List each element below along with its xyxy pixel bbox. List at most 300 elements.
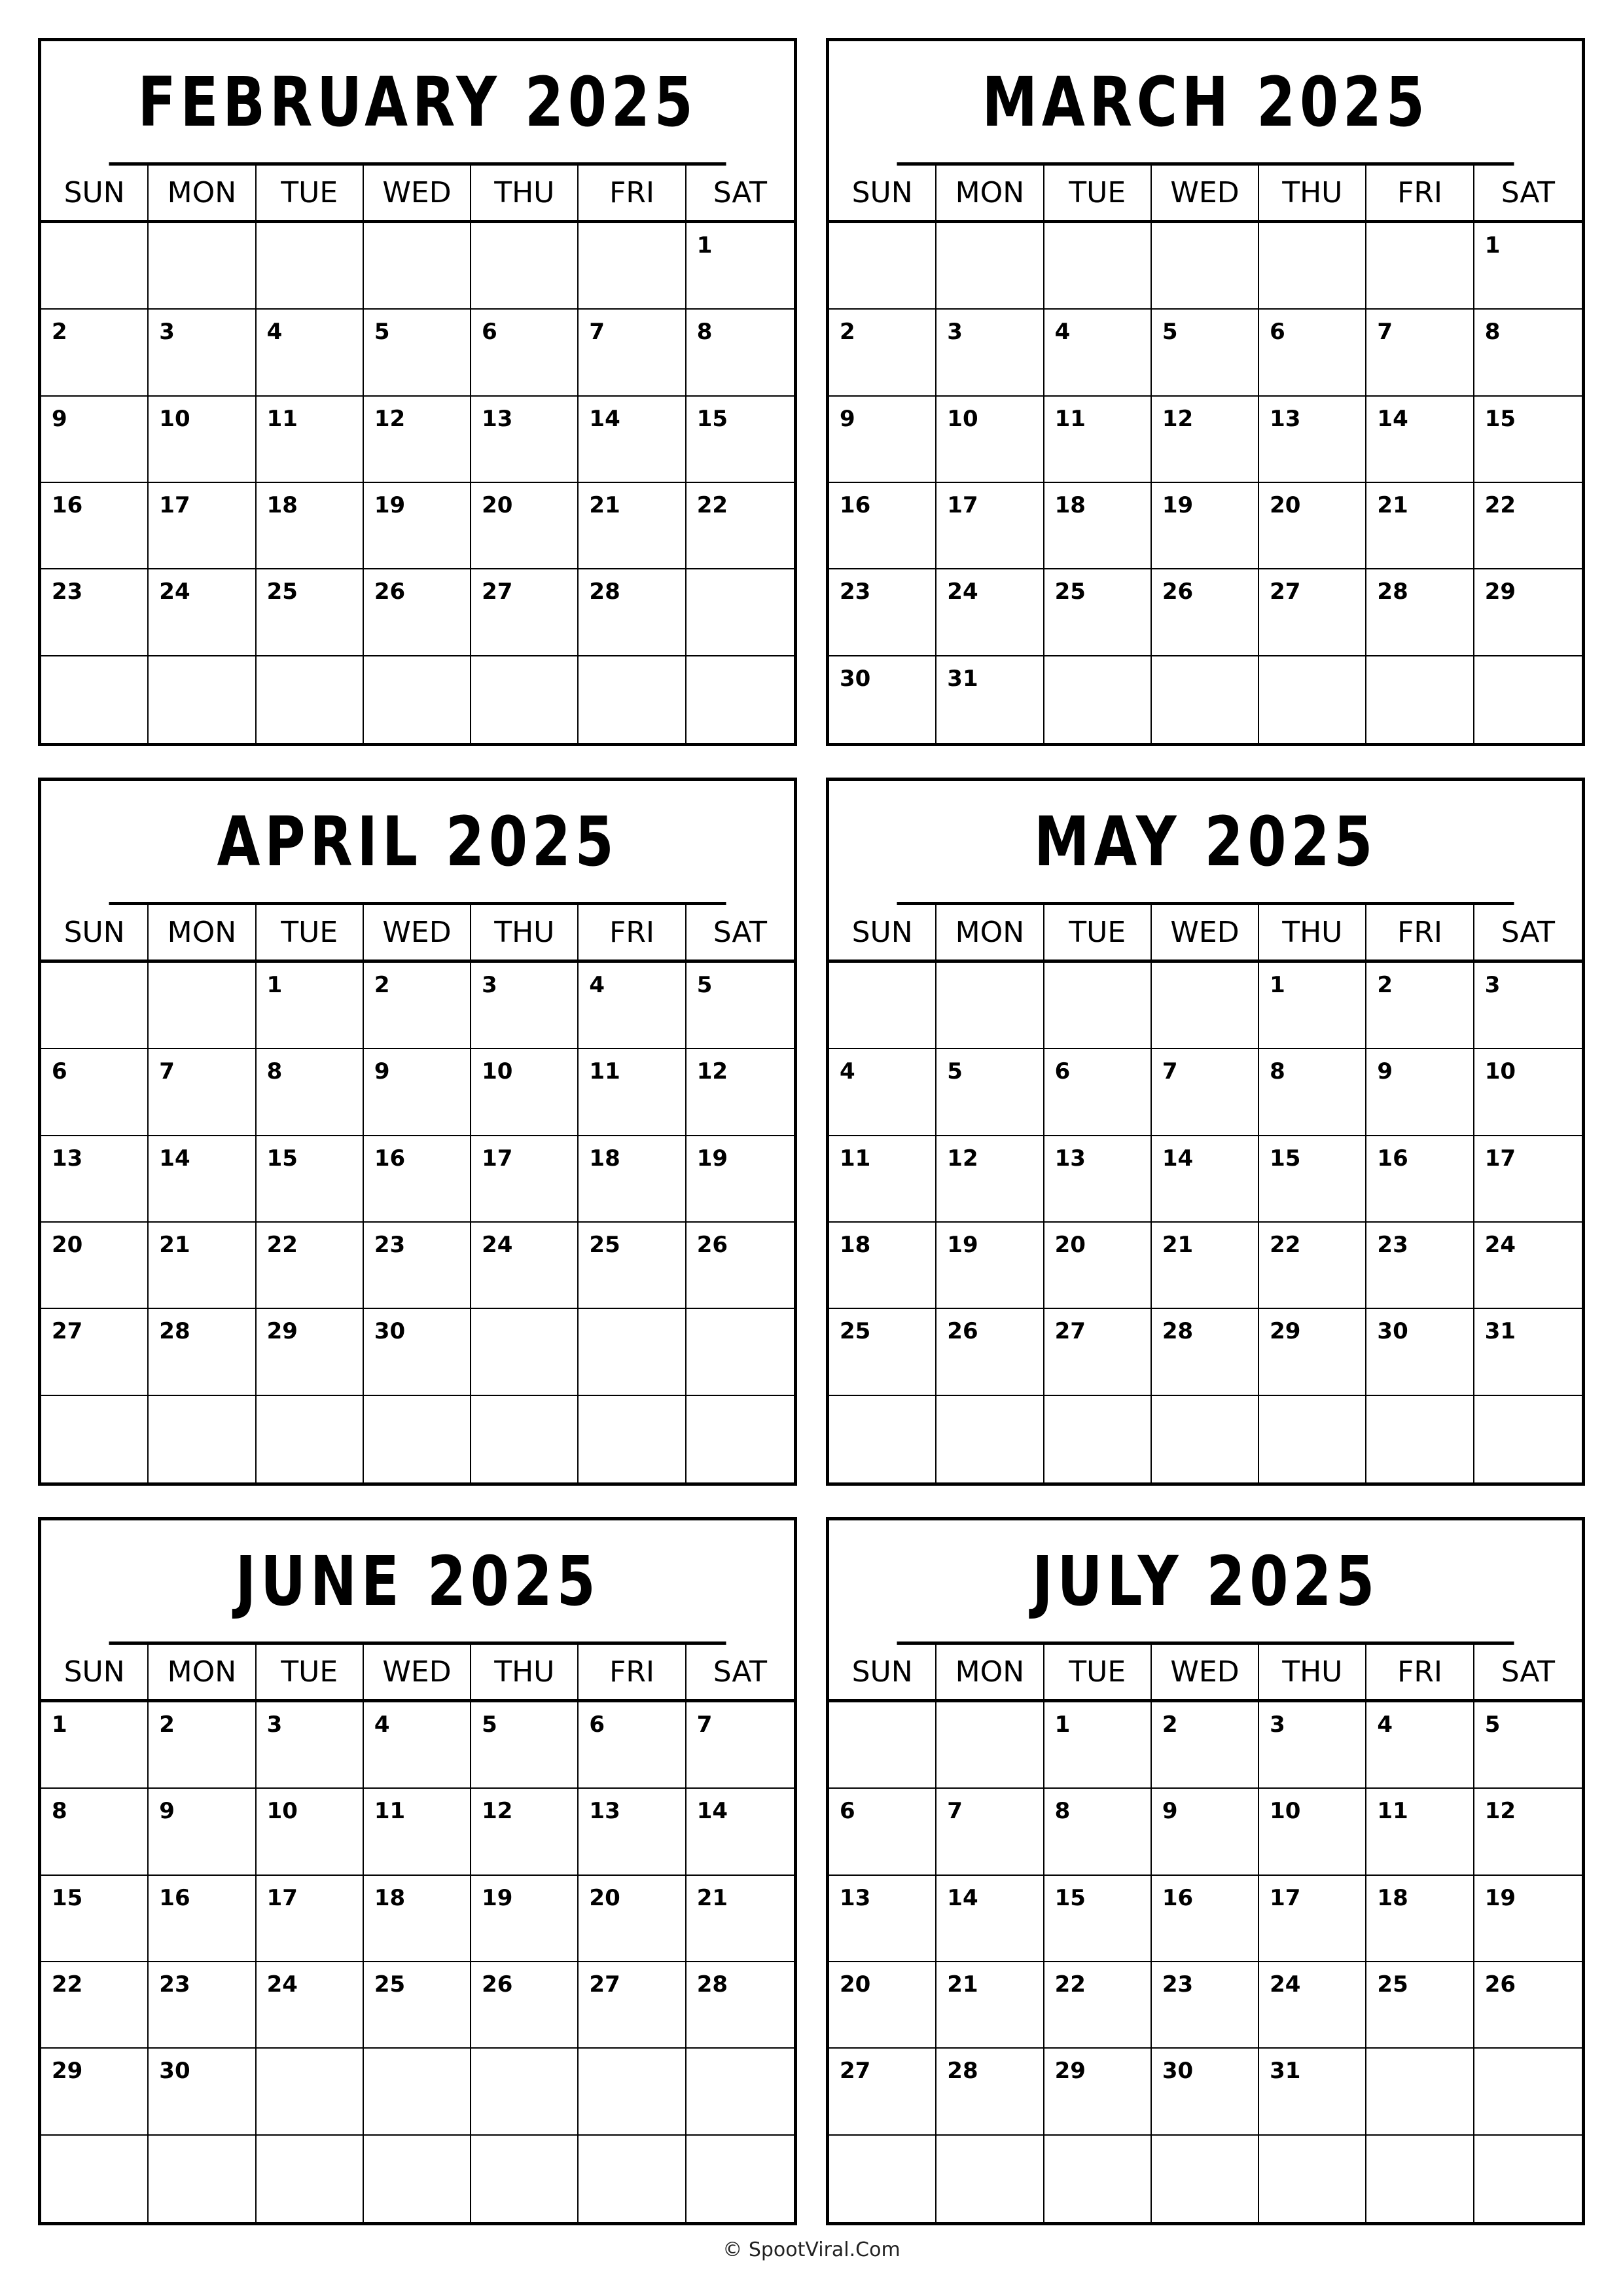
weekday-label: TUE <box>257 166 364 220</box>
day-cell: 26 <box>364 569 471 656</box>
empty-cell <box>936 223 1044 310</box>
day-cell: 23 <box>149 1962 256 2049</box>
footer-credit: © SpootViral.Com <box>722 2238 901 2261</box>
weekday-label: WED <box>364 905 471 960</box>
day-cell: 1 <box>1044 1702 1152 1789</box>
day-cell: 22 <box>1044 1962 1152 2049</box>
day-cell: 18 <box>1044 483 1152 569</box>
day-cell: 7 <box>1366 310 1474 396</box>
weekday-label: SAT <box>1501 1655 1555 1689</box>
day-cell: 8 <box>687 310 794 396</box>
day-cell: 21 <box>579 483 686 569</box>
empty-cell <box>257 656 364 743</box>
day-cell: 20 <box>1259 483 1366 569</box>
day-cell: 27 <box>829 2049 936 2135</box>
day-cell: 15 <box>257 1136 364 1223</box>
month-title: JULY 2025 <box>897 1520 1514 1645</box>
day-cell: 17 <box>257 1876 364 1962</box>
empty-cell <box>471 1309 579 1395</box>
empty-cell <box>149 223 256 310</box>
day-grid <box>41 223 794 743</box>
day-cell: 28 <box>579 569 686 656</box>
day-cell: 8 <box>1259 1049 1366 1136</box>
day-cell: 27 <box>1259 569 1366 656</box>
day-cell: 27 <box>41 1309 149 1395</box>
day-cell: 28 <box>936 2049 1044 2135</box>
day-cell: 23 <box>1152 1962 1259 2049</box>
weekday-label: MON <box>149 166 256 220</box>
weekday-label: THU <box>471 1645 579 1699</box>
day-cell: 28 <box>1152 1309 1259 1395</box>
day-cell: 11 <box>1044 397 1152 483</box>
day-cell: 15 <box>1259 1136 1366 1223</box>
weekday-label: SAT <box>1501 916 1555 949</box>
day-cell: 6 <box>41 1049 149 1136</box>
weekday-label: TUE <box>1044 905 1152 960</box>
day-cell: 2 <box>1366 963 1474 1049</box>
day-cell: 7 <box>149 1049 256 1136</box>
day-cell: 7 <box>936 1789 1044 1875</box>
day-cell: 5 <box>1152 310 1259 396</box>
day-cell: 29 <box>1474 569 1582 656</box>
day-grid <box>829 963 1582 1482</box>
day-cell: 18 <box>1366 1876 1474 1962</box>
day-cell: 21 <box>936 1962 1044 2049</box>
empty-cell <box>687 2136 794 2222</box>
weekday-label: SUN <box>41 166 149 220</box>
weekday-label: WED <box>1152 1645 1259 1699</box>
day-grid <box>829 1702 1582 2222</box>
day-cell: 19 <box>1152 483 1259 569</box>
day-cell: 1 <box>257 963 364 1049</box>
day-cell: 11 <box>257 397 364 483</box>
day-cell: 28 <box>1366 569 1474 656</box>
month-calendar <box>826 1517 1585 2225</box>
weekday-label: SAT <box>713 916 767 949</box>
day-cell: 25 <box>579 1223 686 1309</box>
day-cell: 3 <box>1474 963 1582 1049</box>
empty-cell <box>1474 656 1582 743</box>
empty-cell <box>471 223 579 310</box>
empty-cell <box>687 1396 794 1482</box>
month-title: JUNE 2025 <box>109 1520 726 1645</box>
day-cell: 22 <box>41 1962 149 2049</box>
day-cell: 23 <box>364 1223 471 1309</box>
month-title: APRIL 2025 <box>109 781 726 905</box>
day-cell: 9 <box>1366 1049 1474 1136</box>
day-cell: 13 <box>829 1876 936 1962</box>
day-cell: 26 <box>1152 569 1259 656</box>
empty-cell <box>829 1396 936 1482</box>
empty-cell <box>687 656 794 743</box>
month-calendar <box>826 38 1585 746</box>
weekday-label: FRI <box>579 166 686 220</box>
empty-cell <box>1259 2136 1366 2222</box>
weekday-label: MON <box>149 1645 256 1699</box>
day-cell: 1 <box>1259 963 1366 1049</box>
day-cell: 10 <box>149 397 256 483</box>
day-cell: 2 <box>829 310 936 396</box>
empty-cell <box>149 963 256 1049</box>
day-cell: 5 <box>1474 1702 1582 1789</box>
weekday-label: TUE <box>1044 166 1152 220</box>
empty-cell <box>1474 1396 1582 1482</box>
weekday-label: SAT <box>713 1655 767 1689</box>
day-cell: 28 <box>149 1309 256 1395</box>
weekday-label: FRI <box>1366 166 1474 220</box>
day-cell: 19 <box>687 1136 794 1223</box>
weekday-header <box>41 1645 794 1702</box>
empty-cell <box>257 2136 364 2222</box>
day-cell: 19 <box>364 483 471 569</box>
day-cell: 25 <box>1366 1962 1474 2049</box>
weekday-label: WED <box>364 1645 471 1699</box>
weekday-label: FRI <box>1366 1645 1474 1699</box>
day-cell: 7 <box>579 310 686 396</box>
empty-cell <box>1044 223 1152 310</box>
day-cell: 26 <box>1474 1962 1582 2049</box>
weekday-label: FRI <box>1366 905 1474 960</box>
empty-cell <box>1152 656 1259 743</box>
empty-cell <box>1044 963 1152 1049</box>
day-cell: 25 <box>257 569 364 656</box>
weekday-label: SUN <box>829 166 936 220</box>
empty-cell <box>579 1309 686 1395</box>
day-cell: 20 <box>579 1876 686 1962</box>
day-cell: 4 <box>257 310 364 396</box>
day-cell: 17 <box>149 483 256 569</box>
empty-cell <box>1366 2049 1474 2135</box>
day-cell: 24 <box>1474 1223 1582 1309</box>
month-title: MARCH 2025 <box>897 41 1514 166</box>
empty-cell <box>41 223 149 310</box>
day-cell: 16 <box>1152 1876 1259 1962</box>
day-cell: 5 <box>687 963 794 1049</box>
weekday-header <box>829 1645 1582 1702</box>
weekday-label: THU <box>471 166 579 220</box>
day-cell: 12 <box>687 1049 794 1136</box>
day-cell: 10 <box>1474 1049 1582 1136</box>
day-cell: 18 <box>257 483 364 569</box>
day-cell: 20 <box>829 1962 936 2049</box>
day-cell: 15 <box>1474 397 1582 483</box>
day-cell: 14 <box>687 1789 794 1875</box>
day-cell: 29 <box>257 1309 364 1395</box>
day-cell: 19 <box>936 1223 1044 1309</box>
empty-cell <box>41 656 149 743</box>
empty-cell <box>936 1396 1044 1482</box>
empty-cell <box>936 963 1044 1049</box>
day-cell: 18 <box>364 1876 471 1962</box>
day-cell: 21 <box>1152 1223 1259 1309</box>
day-cell: 14 <box>936 1876 1044 1962</box>
day-cell: 30 <box>829 656 936 743</box>
empty-cell <box>1366 223 1474 310</box>
day-cell: 11 <box>829 1136 936 1223</box>
day-cell: 1 <box>41 1702 149 1789</box>
day-cell: 16 <box>149 1876 256 1962</box>
day-cell: 12 <box>936 1136 1044 1223</box>
day-cell: 2 <box>1152 1702 1259 1789</box>
day-cell: 6 <box>471 310 579 396</box>
day-cell: 25 <box>829 1309 936 1395</box>
day-cell: 3 <box>257 1702 364 1789</box>
day-cell: 15 <box>41 1876 149 1962</box>
day-cell: 16 <box>829 483 936 569</box>
weekday-label: TUE <box>257 1645 364 1699</box>
day-cell: 1 <box>1474 223 1582 310</box>
day-cell: 22 <box>1259 1223 1366 1309</box>
weekday-label: WED <box>364 166 471 220</box>
day-cell: 8 <box>1044 1789 1152 1875</box>
empty-cell <box>579 656 686 743</box>
empty-cell <box>687 569 794 656</box>
weekday-label: MON <box>936 1645 1044 1699</box>
weekday-label: FRI <box>579 905 686 960</box>
day-cell: 26 <box>936 1309 1044 1395</box>
weekday-label: WED <box>1152 905 1259 960</box>
day-cell: 2 <box>41 310 149 396</box>
day-cell: 13 <box>1259 397 1366 483</box>
day-cell: 2 <box>364 963 471 1049</box>
empty-cell <box>257 223 364 310</box>
day-cell: 13 <box>41 1136 149 1223</box>
empty-cell <box>1474 2136 1582 2222</box>
day-cell: 11 <box>364 1789 471 1875</box>
weekday-header <box>41 166 794 223</box>
day-cell: 27 <box>1044 1309 1152 1395</box>
day-cell: 24 <box>936 569 1044 656</box>
empty-cell <box>1259 1396 1366 1482</box>
day-cell: 4 <box>829 1049 936 1136</box>
day-cell: 11 <box>1366 1789 1474 1875</box>
weekday-header <box>829 166 1582 223</box>
day-cell: 23 <box>1366 1223 1474 1309</box>
day-cell: 17 <box>471 1136 579 1223</box>
day-cell: 9 <box>1152 1789 1259 1875</box>
day-cell: 23 <box>41 569 149 656</box>
empty-cell <box>829 1702 936 1789</box>
day-cell: 11 <box>579 1049 686 1136</box>
day-cell: 3 <box>149 310 256 396</box>
day-cell: 30 <box>149 2049 256 2135</box>
empty-cell <box>149 1396 256 1482</box>
day-cell: 5 <box>364 310 471 396</box>
day-cell: 18 <box>579 1136 686 1223</box>
empty-cell <box>471 656 579 743</box>
empty-cell <box>579 1396 686 1482</box>
day-cell: 16 <box>41 483 149 569</box>
month-calendar <box>826 778 1585 1486</box>
weekday-label: MON <box>936 166 1044 220</box>
day-cell: 13 <box>579 1789 686 1875</box>
day-cell: 25 <box>1044 569 1152 656</box>
weekday-label: MON <box>149 905 256 960</box>
day-cell: 4 <box>1366 1702 1474 1789</box>
day-cell: 17 <box>1259 1876 1366 1962</box>
weekday-label: MON <box>936 905 1044 960</box>
day-cell: 10 <box>1259 1789 1366 1875</box>
weekday-header <box>829 905 1582 963</box>
empty-cell <box>1152 2136 1259 2222</box>
day-cell: 3 <box>936 310 1044 396</box>
day-cell: 7 <box>1152 1049 1259 1136</box>
empty-cell <box>364 223 471 310</box>
day-cell: 10 <box>471 1049 579 1136</box>
day-cell: 2 <box>149 1702 256 1789</box>
day-cell: 20 <box>1044 1223 1152 1309</box>
empty-cell <box>257 1396 364 1482</box>
empty-cell <box>41 963 149 1049</box>
empty-cell <box>579 2136 686 2222</box>
empty-cell <box>936 2136 1044 2222</box>
month-title: MAY 2025 <box>897 781 1514 905</box>
empty-cell <box>1044 656 1152 743</box>
empty-cell <box>364 1396 471 1482</box>
day-cell: 17 <box>1474 1136 1582 1223</box>
day-cell: 29 <box>41 2049 149 2135</box>
empty-cell <box>149 2136 256 2222</box>
empty-cell <box>1259 656 1366 743</box>
empty-cell <box>579 223 686 310</box>
day-cell: 30 <box>1366 1309 1474 1395</box>
day-cell: 14 <box>1366 397 1474 483</box>
empty-cell <box>471 2049 579 2135</box>
day-cell: 4 <box>364 1702 471 1789</box>
weekday-label: SAT <box>1501 176 1555 209</box>
day-cell: 13 <box>471 397 579 483</box>
weekday-label: SUN <box>41 1645 149 1699</box>
day-cell: 15 <box>687 397 794 483</box>
empty-cell <box>1474 2049 1582 2135</box>
empty-cell <box>471 1396 579 1482</box>
weekday-label: THU <box>1259 1645 1366 1699</box>
day-cell: 22 <box>687 483 794 569</box>
day-cell: 3 <box>471 963 579 1049</box>
day-cell: 20 <box>471 483 579 569</box>
empty-cell <box>41 1396 149 1482</box>
day-cell: 22 <box>257 1223 364 1309</box>
day-cell: 27 <box>579 1962 686 2049</box>
day-cell: 5 <box>471 1702 579 1789</box>
day-cell: 24 <box>1259 1962 1366 2049</box>
day-cell: 6 <box>1044 1049 1152 1136</box>
empty-cell <box>829 963 936 1049</box>
empty-cell <box>687 1309 794 1395</box>
weekday-label: TUE <box>257 905 364 960</box>
day-cell: 9 <box>829 397 936 483</box>
day-cell: 21 <box>687 1876 794 1962</box>
empty-cell <box>364 2049 471 2135</box>
day-cell: 19 <box>471 1876 579 1962</box>
empty-cell <box>1366 2136 1474 2222</box>
empty-cell <box>1152 963 1259 1049</box>
day-cell: 21 <box>1366 483 1474 569</box>
weekday-label: SUN <box>41 905 149 960</box>
month-calendar <box>38 778 797 1486</box>
day-cell: 29 <box>1259 1309 1366 1395</box>
day-cell: 24 <box>257 1962 364 2049</box>
empty-cell <box>936 1702 1044 1789</box>
weekday-label: TUE <box>1044 1645 1152 1699</box>
day-cell: 13 <box>1044 1136 1152 1223</box>
day-cell: 15 <box>1044 1876 1152 1962</box>
empty-cell <box>1259 223 1366 310</box>
empty-cell <box>364 2136 471 2222</box>
day-cell: 12 <box>471 1789 579 1875</box>
day-cell: 6 <box>829 1789 936 1875</box>
day-cell: 12 <box>1152 397 1259 483</box>
day-cell: 9 <box>149 1789 256 1875</box>
month-calendar <box>38 38 797 746</box>
empty-cell <box>1152 223 1259 310</box>
empty-cell <box>149 656 256 743</box>
day-cell: 7 <box>687 1702 794 1789</box>
day-cell: 25 <box>364 1962 471 2049</box>
empty-cell <box>687 2049 794 2135</box>
day-grid <box>829 223 1582 743</box>
day-cell: 21 <box>149 1223 256 1309</box>
day-cell: 12 <box>1474 1789 1582 1875</box>
day-cell: 8 <box>1474 310 1582 396</box>
day-cell: 16 <box>364 1136 471 1223</box>
weekday-label: THU <box>471 905 579 960</box>
day-cell: 4 <box>579 963 686 1049</box>
empty-cell <box>41 2136 149 2222</box>
weekday-label: SUN <box>829 1645 936 1699</box>
weekday-label: THU <box>1259 905 1366 960</box>
day-cell: 10 <box>936 397 1044 483</box>
day-cell: 5 <box>936 1049 1044 1136</box>
empty-cell <box>829 2136 936 2222</box>
empty-cell <box>1152 1396 1259 1482</box>
day-cell: 9 <box>364 1049 471 1136</box>
day-cell: 16 <box>1366 1136 1474 1223</box>
day-cell: 24 <box>149 569 256 656</box>
day-cell: 26 <box>687 1223 794 1309</box>
day-grid <box>41 963 794 1482</box>
empty-cell <box>1044 1396 1152 1482</box>
day-cell: 26 <box>471 1962 579 2049</box>
day-cell: 31 <box>1259 2049 1366 2135</box>
month-title: FEBRUARY 2025 <box>109 41 726 166</box>
day-cell: 23 <box>829 569 936 656</box>
day-cell: 20 <box>41 1223 149 1309</box>
day-cell: 8 <box>41 1789 149 1875</box>
day-cell: 14 <box>579 397 686 483</box>
day-cell: 14 <box>1152 1136 1259 1223</box>
day-cell: 9 <box>41 397 149 483</box>
empty-cell <box>1366 656 1474 743</box>
weekday-header <box>41 905 794 963</box>
day-cell: 1 <box>687 223 794 310</box>
day-cell: 30 <box>1152 2049 1259 2135</box>
day-cell: 31 <box>1474 1309 1582 1395</box>
weekday-label: FRI <box>579 1645 686 1699</box>
empty-cell <box>1366 1396 1474 1482</box>
day-cell: 18 <box>829 1223 936 1309</box>
weekday-label: THU <box>1259 166 1366 220</box>
day-cell: 3 <box>1259 1702 1366 1789</box>
day-cell: 17 <box>936 483 1044 569</box>
day-cell: 6 <box>579 1702 686 1789</box>
day-cell: 10 <box>257 1789 364 1875</box>
day-cell: 29 <box>1044 2049 1152 2135</box>
day-cell: 30 <box>364 1309 471 1395</box>
month-calendar <box>38 1517 797 2225</box>
weekday-label: SUN <box>829 905 936 960</box>
weekday-label: SAT <box>713 176 767 209</box>
